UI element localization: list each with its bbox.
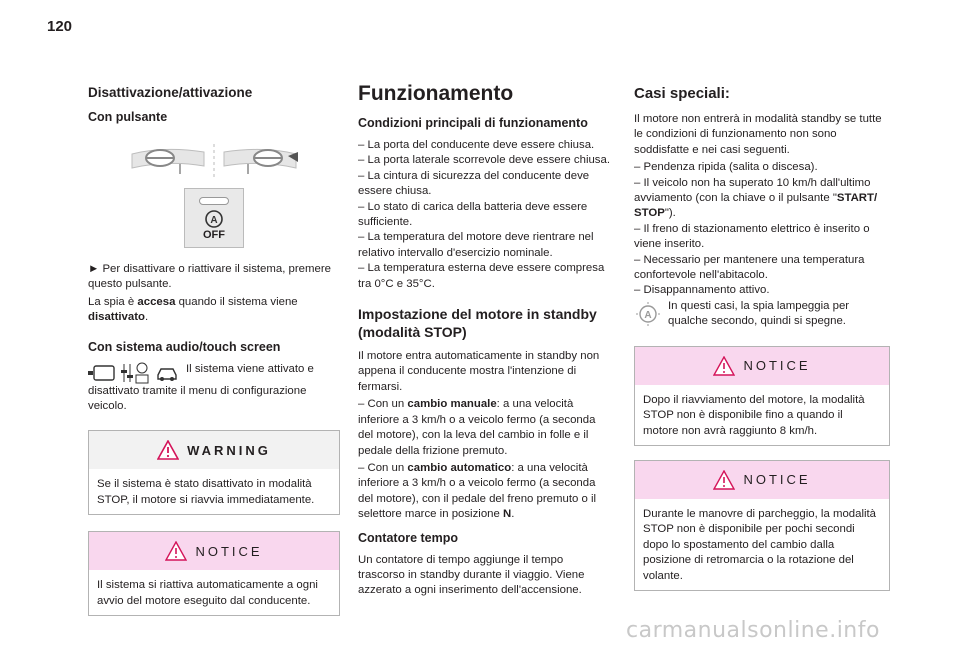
section-heading-operation: Funzionamento: [358, 82, 514, 105]
touchscreen-text: Il sistema viene attivato e disattivato tramite il menu di configurazione veicolo.: [88, 362, 314, 413]
notice-text-right-1: Dopo il riavviamento del motore, la modalità STOP non è disponibile fino a quando il motore non avrà raggiunto 8 km/h.: [643, 393, 865, 437]
automatic-gearbox-text: – Con un cambio automatico: a una velocità inferiore a 3 km/h o a veicolo fermo (a seconda del motore), con il pedale del freno premuto o il selettore marce in posizione N.: [358, 461, 597, 521]
notice-header-left: [89, 532, 339, 570]
subheading-conditions: Condizioni principali di funzionamento: [358, 116, 588, 130]
condition-item: – La temperatura del motore deve rientrare nel relativo intervallo d'esercizio nominale.: [358, 231, 594, 259]
section-heading-special-cases: Casi speciali:: [634, 85, 730, 102]
dashboard-illustration: [88, 140, 340, 182]
standby-intro: Il motore entra automaticamente in standby non appena il conducente mostra l'intenzione di fermarsi.: [358, 350, 600, 393]
conditions-list: [358, 138, 612, 292]
warning-title: WARNING: [187, 442, 271, 458]
subheading-standby: Impostazione del motore in standby (modalità STOP): [358, 306, 597, 340]
condition-item: – La temperatura esterna deve essere compresa tra 0°C e 35°C.: [358, 262, 605, 290]
vehicle-settings-icon: [154, 363, 180, 383]
warning-lamp-icon: [199, 197, 229, 205]
notice-title-right-1: NOTICE: [743, 358, 811, 374]
condition-item: – La porta laterale scorrevole deve essere chiusa.: [358, 154, 611, 167]
svg-text:A: A: [644, 309, 652, 321]
notice-text-left: Il sistema si riattiva automaticamente a ogni avvio del motore eseguito dal conducente.: [97, 579, 318, 607]
notice-box-right-2: [634, 460, 890, 591]
section-heading-deactivation: Disattivazione/attivazione: [88, 85, 253, 100]
column-right: [634, 80, 890, 599]
blinking-lamp-text: In questi casi, la spia lampeggia per qualche secondo, quindi si spegne.: [668, 299, 850, 328]
warning-header: [89, 431, 339, 469]
notice-triangle-icon: [713, 356, 735, 376]
page-number: 120: [47, 18, 73, 35]
auto-stop-lamp-icon: [634, 301, 662, 327]
special-case-item: – Il veicolo non ha superato 10 km/h dall'ultimo avviamento (con la chiave o il pulsante "START/ STOP").: [634, 176, 878, 220]
warning-triangle-icon: [157, 440, 179, 460]
touchscreen-icons: [88, 362, 180, 384]
condition-item: – La cintura di sicurezza del conducente deve essere chiusa.: [358, 169, 590, 198]
blinking-lamp-note: [634, 299, 890, 332]
stop-start-off-button: [184, 188, 244, 248]
condition-item: – La porta del conducente deve essere chiusa.: [358, 139, 595, 151]
special-case-item: – Il freno di stazionamento elettrico è inserito o viene inserito.: [634, 222, 870, 251]
special-cases-intro: Il motore non entrerà in modalità standby se tutte le condizioni di funzionamento non sono soddisfatte e nei casi seguenti.: [634, 113, 882, 156]
special-case-item: – Disappannamento attivo.: [634, 284, 770, 297]
special-case-item: – Necessario per mantenere una temperatura confortevole nell'abitacolo.: [634, 253, 865, 282]
special-case-item: – Pendenza ripida (salita o discesa).: [634, 161, 818, 174]
notice-title-right-2: NOTICE: [743, 472, 811, 488]
warning-box: [88, 430, 340, 515]
column-left: [88, 80, 340, 624]
stop-start-button-illustration: [88, 188, 340, 248]
lamp-status-text: La spia è accesa quando il sistema viene disattivato.: [88, 295, 298, 324]
subheading-button: Con pulsante: [88, 110, 168, 124]
column-middle: [358, 80, 612, 601]
touch-screen-icon: [88, 363, 116, 383]
dashboard-lhd-rhd-icon: [124, 140, 304, 182]
notice-triangle-icon: [713, 470, 735, 490]
notice-header-right-1: [635, 347, 889, 385]
instruction-press-button: ► Per disattivare o riattivare il sistema, premere questo pulsante.: [88, 263, 331, 291]
notice-box-left: [88, 531, 340, 616]
watermark: carmanualsonline.info: [626, 618, 880, 643]
notice-header-right-2: [635, 461, 889, 499]
off-label: OFF: [203, 229, 225, 241]
notice-box-right-1: [634, 346, 890, 446]
warning-text: Se il sistema è stato disattivato in modalità STOP, il motore si riavvia immediatamente.: [97, 478, 315, 506]
notice-title-left: NOTICE: [195, 543, 263, 559]
settings-menu-icon: [120, 362, 150, 384]
manual-gearbox-text: – Con un cambio manuale: a una velocità inferiore a 3 km/h o a veicolo fermo (a seconda del motore), con la leva del cambio in folle e il pedale della frizione premuto.: [358, 398, 596, 457]
notice-triangle-icon: [165, 541, 187, 561]
notice-text-right-2: Durante le manovre di parcheggio, la modalità STOP non è disponibile per pochi secondi dopo lo spostamento del cambio dalla posizione di retromarcia o la rotazione del volante.: [643, 507, 877, 582]
subheading-time-counter: Contatore tempo: [358, 530, 458, 545]
time-counter-text: Un contatore di tempo aggiunge il tempo trascorso in standby durante il viaggio. Viene azzerato a ogni inserimento dell'accensione.: [358, 553, 585, 597]
subheading-touchscreen: Con sistema audio/touch screen: [88, 339, 281, 354]
condition-item: – Lo stato di carica della batteria deve essere sufficiente.: [358, 200, 588, 229]
svg-text:A: A: [210, 215, 218, 226]
